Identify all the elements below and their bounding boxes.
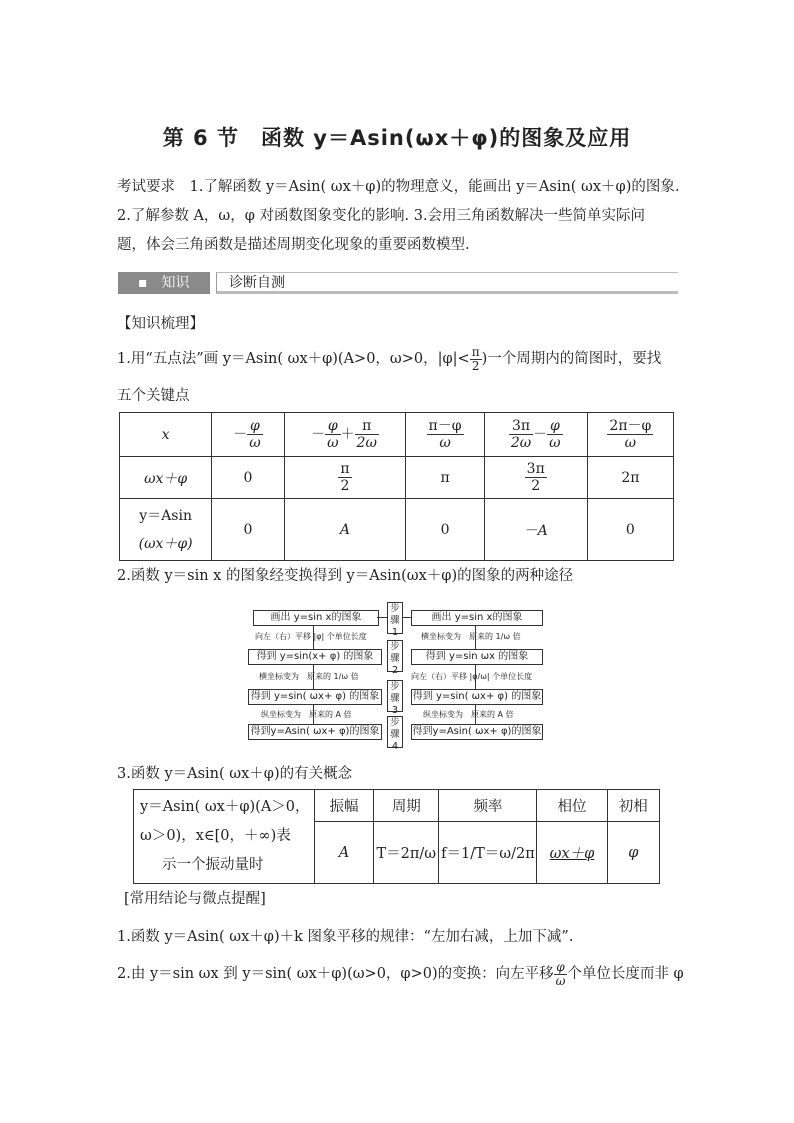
row-label-x: x <box>120 413 212 457</box>
item-1 <box>117 345 697 374</box>
y-cell-3: 0 <box>406 499 484 561</box>
knowledge-heading: 【知识梳理】 <box>117 316 204 332</box>
header-amplitude: 振幅 <box>314 790 373 822</box>
y-cell-5: 0 <box>587 499 673 561</box>
x2-sign: － <box>311 426 326 443</box>
value-frequency: f＝1/T＝ω/2π <box>439 822 537 884</box>
item1-frac-den: 2 <box>471 358 480 373</box>
note-2 <box>117 960 684 989</box>
header-phase: 相位 <box>537 790 607 822</box>
desc-line2: ω＞0)，x∈[0，＋∞)表 <box>140 828 291 844</box>
banner-right: 诊断自测 <box>216 272 678 294</box>
x-cell-1 <box>212 413 284 457</box>
exam-req-line1: 考试要求 1.了解函数 y＝Asin( ωx＋φ)的物理意义，能画出 y＝Asin( ωx＋φ)的图象. <box>117 179 680 195</box>
phase-cell-3: π <box>406 457 484 499</box>
concept-desc <box>134 790 315 884</box>
section-banner <box>118 272 678 296</box>
x3-den: ω <box>439 435 451 451</box>
note2-fraction <box>554 961 568 988</box>
phase-cell-5: 2π <box>587 457 673 499</box>
table-row <box>120 413 674 457</box>
value-period: T＝2π/ω <box>374 822 439 884</box>
header-period: 周期 <box>374 790 439 822</box>
x5-frac <box>607 418 653 451</box>
step-box-2: 步骤2 <box>387 640 403 672</box>
x4-den2: ω <box>549 435 561 451</box>
phase4-den: 2 <box>531 478 541 494</box>
x2-frac-a <box>325 418 340 451</box>
item1-line2: 五个关键点 <box>117 388 190 404</box>
y-cell-2: A <box>284 499 406 561</box>
item1-frac-num: π <box>471 344 480 359</box>
connector <box>377 617 387 618</box>
phase4-frac <box>525 461 547 494</box>
right-note-3: 纵坐标变为 原来的 A 倍 <box>423 710 514 719</box>
item1-fraction <box>470 346 482 373</box>
note2-den: ω <box>555 973 566 988</box>
left-box-4: 得到y=Asin( ωx+ φ)的图象 <box>248 724 382 740</box>
x2-plus: ＋ <box>340 426 355 443</box>
item-2: 2.函数 y＝sin x 的图象经变换得到 y＝Asin(ωx＋φ)的图象的两种途径 <box>117 568 574 584</box>
left-note-3: 纵坐标变为 原来的 A 倍 <box>261 710 352 719</box>
x-cell-5 <box>587 413 673 457</box>
desc-line1: y＝Asin( ωx＋φ)(A＞0， <box>140 799 310 815</box>
right-box-3: 得到 y=sin( ωx+ φ) 的图象 <box>411 689 543 705</box>
x1-den: ω <box>249 435 261 451</box>
row-label-y <box>120 499 212 561</box>
x3-frac <box>427 418 464 451</box>
left-box-1: 画出 y=sin x的图象 <box>253 610 379 626</box>
value-initial-phase: φ <box>607 822 659 884</box>
left-note-2: 横坐标变为 原来的 1/ω 倍 <box>259 672 359 681</box>
x3-num: π－φ <box>428 418 462 434</box>
five-point-table <box>119 412 674 561</box>
exam-req-line2: 2.了解参数 A，ω，φ 对函数图象变化的影响. 3.会用三角函数解决一些简单实际问 <box>117 208 646 224</box>
note-1: 1.函数 y＝Asin( ωx＋φ)＋k 图象平移的规律：“左加右减，上加下减”. <box>117 929 574 945</box>
banner-left: ▪ 知识 <box>118 272 210 294</box>
exam-req-line3: 题，体会三角函数是描述周期变化现象的重要函数模型. <box>117 237 470 253</box>
x1-num: φ <box>247 418 262 435</box>
phase2-num: π <box>340 461 350 477</box>
phase2-den: 2 <box>340 478 350 494</box>
note2-pre: 2.由 y＝sin ωx 到 y＝sin( ωx＋φ)(ω>0，φ>0)的变换：向左平移 <box>117 966 554 982</box>
x-cell-4 <box>484 413 587 457</box>
item1-post: )一个周期内的简图时，要找 <box>481 351 662 367</box>
table-row <box>120 457 674 499</box>
x1-frac <box>247 418 262 451</box>
transform-flowchart <box>245 600 545 750</box>
x4-num: 3π <box>509 418 533 435</box>
x2-frac-b <box>355 418 379 451</box>
x-cell-3 <box>406 413 484 457</box>
phase-cell-4 <box>484 457 587 499</box>
note2-num: φ <box>554 961 568 975</box>
desc-line3: 示一个振动量时 <box>162 857 264 873</box>
phase-cell-2 <box>284 457 406 499</box>
left-note-1: 向左（右）平移 |φ| 个单位长度 <box>255 632 367 641</box>
conclusions-heading: [常用结论与微点提醒] <box>124 891 266 907</box>
header-initial-phase: 初相 <box>607 790 659 822</box>
x4-minus: － <box>533 426 548 443</box>
left-box-2: 得到 y=sin(x+ φ) 的图象 <box>248 649 382 665</box>
x-cell-2 <box>284 413 406 457</box>
x4-frac-b <box>547 418 562 451</box>
x2-num2: π <box>355 418 379 435</box>
x5-den: ω <box>624 435 637 451</box>
right-box-2: 得到 y=sin ωx 的图象 <box>411 649 543 665</box>
x4-den: 2ω <box>510 435 532 451</box>
row-label-phase: ωx＋φ <box>120 457 212 499</box>
item-3: 3.函数 y＝Asin( ωx＋φ)的有关概念 <box>117 766 353 782</box>
table-row <box>134 790 660 822</box>
right-note-1: 横坐标变为 原来的 1/ω 倍 <box>421 632 521 641</box>
right-box-4: 得到y=Asin( ωx+ φ)的图象 <box>411 724 543 740</box>
y-cell-4: －A <box>484 499 587 561</box>
connector <box>402 617 411 618</box>
value-amplitude: A <box>314 822 373 884</box>
x2-den: ω <box>327 435 339 451</box>
note2-post: 个单位长度而非 φ <box>567 966 684 982</box>
header-frequency: 频率 <box>439 790 537 822</box>
step-box-3: 步骤3 <box>387 680 403 712</box>
table-row <box>120 499 674 561</box>
x4-frac-a <box>509 418 533 451</box>
x2-den2: 2ω <box>356 435 377 451</box>
row-label-y-line1: y＝Asin <box>139 507 192 524</box>
exam-requirements <box>117 173 717 260</box>
step-box-1: 步骤1 <box>387 602 403 634</box>
row-label-y-line2: (ωx＋φ) <box>138 535 193 552</box>
phase2-frac <box>338 461 351 494</box>
x5-num: 2π－φ <box>609 418 652 434</box>
phase-cell-1: 0 <box>212 457 284 499</box>
page-title: 第 6 节 函数 y＝Asin(ωx＋φ)的图象及应用 <box>162 126 632 150</box>
value-phase: ωx＋φ <box>537 822 607 884</box>
left-box-3: 得到 y=sin( ωx+ φ) 的图象 <box>248 689 382 705</box>
x2-num: φ <box>325 418 340 435</box>
y-cell-1: 0 <box>212 499 284 561</box>
right-box-1: 画出 y=sin x的图象 <box>411 610 543 626</box>
x1-sign: － <box>233 426 248 443</box>
phase4-num: 3π <box>526 461 545 477</box>
right-note-2: 向左（右）平移 |φ/ω| 个单位长度 <box>411 672 533 681</box>
item1-pre: 1.用“五点法”画 y＝Asin( ωx＋φ)(A>0，ω>0，|φ|< <box>117 351 470 367</box>
step-box-4: 步骤4 <box>387 716 403 748</box>
x4-num2: φ <box>547 418 562 435</box>
concept-table <box>133 789 660 884</box>
